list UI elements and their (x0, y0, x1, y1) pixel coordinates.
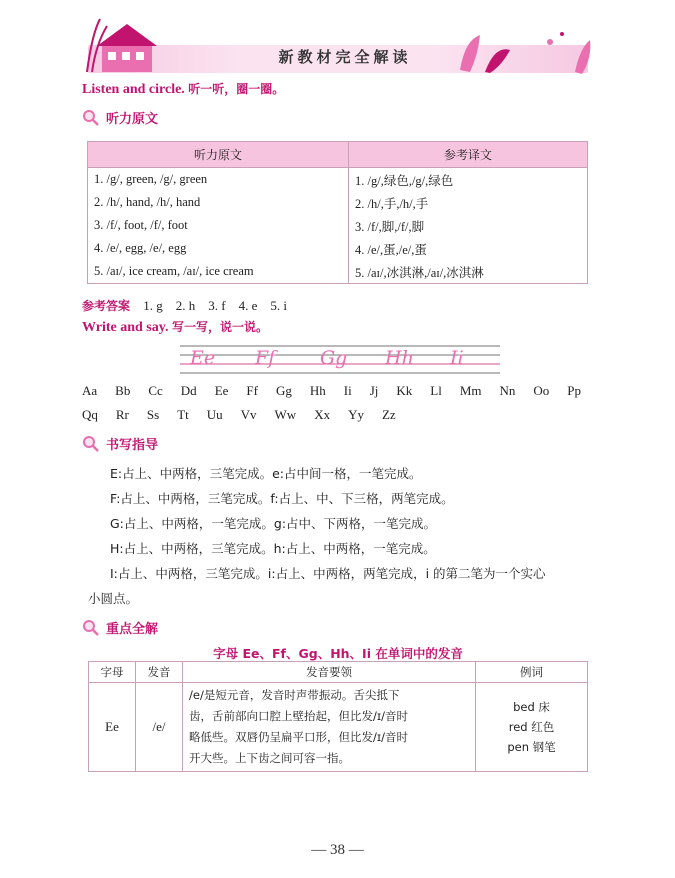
alphabet-letter: Ww (274, 407, 297, 422)
table-cell: 4. /e/,蛋,/e/,蛋 (349, 237, 588, 260)
section2-title-cn: 写一写，说一说。 (171, 320, 268, 334)
example-word: bed 床 (513, 700, 550, 714)
alphabet-letter: Rr (115, 407, 129, 422)
table-row (89, 683, 588, 772)
alphabet-letter: Oo (533, 383, 550, 398)
table-cell: 1. /g/,绿色,/g/,绿色 (349, 168, 588, 192)
alphabet-letter: Ll (430, 383, 442, 398)
section2-heading (82, 318, 268, 336)
alphabet-letter: Mm (459, 383, 482, 398)
alphabet-letter: Jj (369, 383, 379, 398)
alphabet-row-1 (82, 383, 599, 399)
section1-heading (82, 80, 284, 98)
table-cell: 5. /aɪ/,冰淇淋,/aɪ/,冰淇淋 (349, 260, 588, 284)
alphabet-letter: Bb (115, 383, 131, 398)
handwriting-letter: Hh (385, 347, 414, 369)
column-header: 听力原文 (88, 142, 349, 168)
letter-cell: Ee (89, 683, 136, 772)
alphabet-letter: Gg (275, 383, 292, 398)
section2-title-en: Write and say. (82, 320, 169, 335)
alphabet-letter: Cc (148, 383, 163, 398)
handwriting-letter: Ff (255, 347, 276, 369)
table-row (88, 214, 588, 237)
alphabet-letter: Kk (396, 383, 413, 398)
house-decoration-icon (82, 14, 172, 74)
section1-title-en: Listen and circle. (82, 82, 185, 97)
answers (82, 295, 287, 314)
header-title: 新教材完全解读 (278, 48, 412, 66)
column-header: 发音 (136, 662, 183, 683)
alphabet-letter: Vv (240, 407, 257, 422)
alphabet-letter: Zz (381, 407, 396, 422)
answers-text: 1. g 2. h 3. f 4. e 5. i (143, 298, 287, 313)
guide-line: 小圆点。 (88, 591, 139, 606)
table-header-row (89, 662, 588, 683)
alphabet-row-2 (82, 407, 414, 423)
table-cell: 5. /aɪ/, ice cream, /aɪ/, ice cream (88, 260, 349, 284)
writing-guide-heading (82, 434, 158, 453)
alphabet-letter: Ff (246, 383, 258, 398)
magnifier-icon (82, 619, 100, 637)
description-line: 齿，舌前部向口腔上壁抬起，但比发/ɪ/音时 (189, 709, 409, 723)
leaf-decoration-icon (440, 20, 600, 75)
guide-line: E:占上、中两格，三笔完成。e:占中间一格，一笔完成。 (110, 466, 422, 481)
column-header: 字母 (89, 662, 136, 683)
listening-heading (82, 108, 158, 127)
table-cell: 3. /f/,脚,/f/,脚 (349, 214, 588, 237)
table-cell: 2. /h/, hand, /h/, hand (88, 191, 349, 214)
table-cell: 2. /h/,手,/h/,手 (349, 191, 588, 214)
pronunciation-table-title: 字母 Ee、Ff、Gg、Hh、Ii 在单词中的发音 (213, 646, 463, 661)
column-header: 参考译文 (349, 142, 588, 168)
alphabet-letter: Uu (206, 407, 223, 422)
alphabet-letter: Ee (214, 383, 229, 398)
handwriting-letter: Ee (190, 347, 216, 369)
magnifier-icon (82, 435, 100, 453)
alphabet-letter: Nn (499, 383, 516, 398)
description-line: 略低些。双唇仍呈扁平口形，但比发/ɪ/音时 (189, 730, 409, 744)
answers-label: 参考答案 (82, 299, 131, 313)
example-word: red 红色 (508, 720, 555, 734)
key-points-heading (82, 618, 158, 637)
sound-cell: /e/ (136, 683, 183, 772)
writing-guide-heading-text: 书写指导 (106, 438, 159, 453)
table-row (88, 260, 588, 284)
example-word: pen 钢笔 (507, 740, 556, 754)
alphabet-letter: Pp (567, 383, 582, 398)
alphabet-letter: Aa (82, 383, 98, 398)
alphabet-letter: Xx (314, 407, 331, 422)
page-number: — 38 — (311, 842, 364, 858)
table-row (88, 168, 588, 192)
pronunciation-table (88, 661, 588, 772)
alphabet-letter: Yy (348, 407, 364, 422)
handwriting-letter: Ii (450, 347, 464, 369)
table-row (88, 237, 588, 260)
description-cell (183, 683, 476, 772)
alphabet-letter: Ss (146, 407, 160, 422)
guide-line: F:占上、中两格，三笔完成。f:占上、中、下三格，两笔完成。 (110, 491, 454, 506)
alphabet-letter: Dd (180, 383, 197, 398)
magnifier-icon (82, 109, 100, 127)
handwriting-letter: Gg (320, 347, 348, 369)
description-line: 开大些。上下齿之间可容一指。 (189, 751, 350, 765)
section1-title-cn: 听一听，圈一圈。 (188, 82, 285, 96)
alphabet-letter: Ii (343, 383, 352, 398)
alphabet-letter: Hh (309, 383, 326, 398)
table-row (88, 191, 588, 214)
guide-line: G:占上、中两格，一笔完成。g:占中、下两格，一笔完成。 (110, 516, 437, 531)
handwriting-lines (180, 342, 500, 376)
column-header: 发音要领 (183, 662, 476, 683)
column-header: 例词 (476, 662, 588, 683)
guide-line: H:占上、中两格，三笔完成。h:占上、中两格，一笔完成。 (110, 541, 436, 556)
listening-table (87, 141, 588, 284)
guide-line: I:占上、中两格，三笔完成。i:占上、中两格，两笔完成，i 的第二笔为一个实心 (110, 566, 546, 581)
table-cell: 1. /g/, green, /g/, green (88, 168, 349, 192)
alphabet-letter: Tt (177, 407, 189, 422)
alphabet-letter: Qq (82, 407, 98, 422)
table-header-row (88, 142, 588, 168)
key-points-heading-text: 重点全解 (106, 622, 159, 637)
examples-cell (476, 683, 588, 772)
listening-heading-text: 听力原文 (106, 112, 159, 127)
table-cell: 3. /f/, foot, /f/, foot (88, 214, 349, 237)
description-line: /e/是短元音，发音时声带振动。舌尖抵下 (189, 688, 400, 702)
table-cell: 4. /e/, egg, /e/, egg (88, 237, 349, 260)
